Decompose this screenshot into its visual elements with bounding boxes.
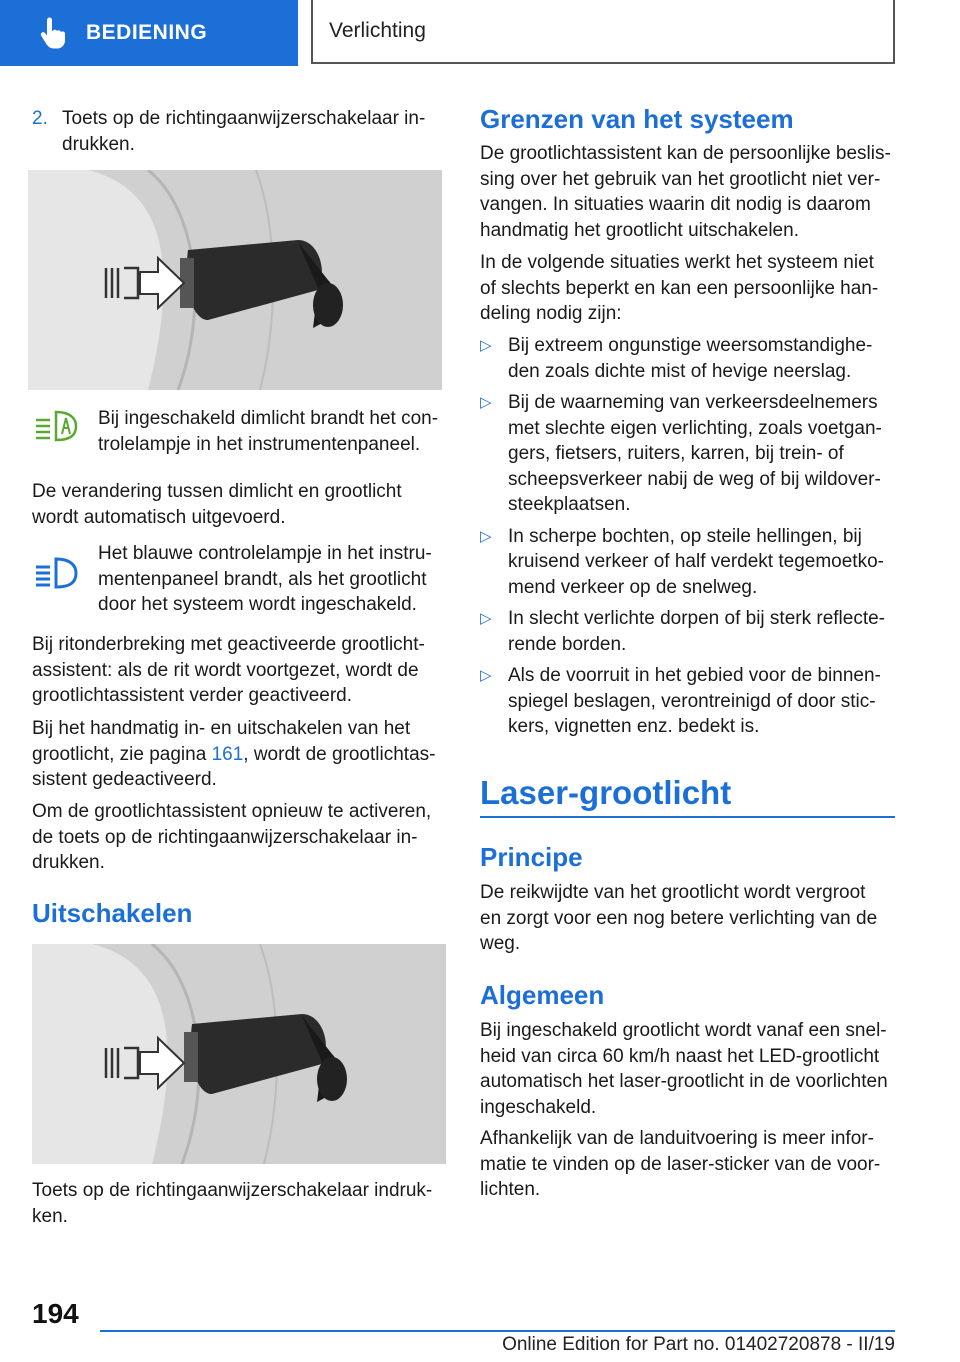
step-text-line: Toets op de richtingaanwijzerschakelaar in-	[62, 108, 426, 129]
list-item-line: rende borden.	[508, 633, 627, 655]
paragraph-line: Afhankelijk van de landuitvoering is meer infor-	[480, 1128, 874, 1149]
heading-grenzen: Grenzen van het systeem	[480, 104, 794, 134]
paragraph-line: In de volgende situaties werkt het systeem niet	[480, 252, 874, 273]
high-beam-assist-green-icon	[32, 406, 82, 446]
dimlicht-indicator-note	[32, 406, 446, 457]
paragraph-line: De reikwijdte van het grootlicht wordt vergroot	[480, 882, 866, 903]
paragraph-line: sistent gedeactiveerd.	[32, 769, 217, 790]
paragraph-line: sing over het gebruik van het grootlicht niet ver-	[480, 168, 881, 190]
chapter-title-text: Verlichting	[329, 19, 426, 42]
paragraph-line	[32, 742, 446, 768]
paragraph-line: lichten.	[480, 1179, 541, 1200]
limitations-list	[480, 333, 894, 740]
paragraph-line: matie te vinden op de laser-sticker van de voor-	[480, 1153, 881, 1175]
note-line: mentenpaneel brandt, als het grootlicht	[98, 568, 427, 590]
list-item-line: mend verkeer op de snelweg.	[508, 576, 758, 598]
paragraph	[480, 1018, 894, 1120]
list-item-line: Bij extreem ongunstige weersomstandighe-	[508, 335, 873, 356]
paragraph-line: ingeschakeld.	[480, 1096, 597, 1118]
list-item	[480, 333, 894, 384]
paragraph-line: Om de grootlichtassistent opnieuw te activeren,	[32, 801, 432, 822]
paragraph	[32, 799, 446, 876]
triangle-bullet-icon: ▷	[480, 527, 492, 545]
paragraph	[32, 1178, 446, 1229]
paragraph	[480, 250, 894, 327]
list-item	[480, 390, 894, 518]
edition-text: Online Edition for Part no. 01402720878 - II/19	[502, 1334, 895, 1355]
paragraph-line: deling nodig zijn:	[480, 303, 622, 324]
triangle-bullet-icon: ▷	[480, 394, 492, 411]
note-line: Het blauwe controlelampje in het instru-	[98, 543, 432, 564]
paragraph	[32, 479, 446, 530]
list-item-line: scheepsverkeer nabij de weg of bij wildover-	[508, 468, 881, 490]
heading-uitschakelen: Uitschakelen	[32, 898, 193, 928]
triangle-bullet-icon: ▷	[480, 337, 492, 354]
note-line: trolelampje in het instrumentenpaneel.	[98, 433, 421, 455]
stalk-photo-top	[28, 170, 442, 390]
paragraph-line: de toets op de richtingaanwijzerschakelaar in-	[32, 826, 418, 848]
paragraph-line: automatisch het laser-grootlicht in de voorlichten	[480, 1071, 888, 1092]
list-item-line: kruisend verkeer of half verdekt tegemoetko-	[508, 551, 884, 572]
section-divider	[480, 816, 895, 818]
paragraph-line: wordt automatisch uitgevoerd.	[32, 506, 286, 528]
section-tab[interactable]	[0, 0, 298, 66]
list-item-line: Als de voorruit in het gebied voor de binnen-	[508, 665, 881, 686]
list-item-line: met slechte eigen verlichting, zoals voetgan-	[508, 417, 882, 439]
triangle-bullet-icon: ▷	[480, 667, 492, 684]
page-number: 194	[32, 1298, 79, 1329]
paragraph-line: De grootlichtassistent kan de persoonlijke beslis-	[480, 143, 891, 164]
list-item-line: In slecht verlichte dorpen of bij sterk reflecte-	[508, 608, 886, 629]
paragraph-line: heid van circa 60 km/h naast het LED-grootlicht	[480, 1045, 880, 1067]
chapter-title	[311, 0, 895, 64]
list-item-line: den zoals dichte mist of hevige neerslag.	[508, 360, 852, 382]
paragraph-line: Bij het handmatig in- en uitschakelen van het	[32, 718, 411, 739]
paragraph	[32, 716, 446, 793]
page-link[interactable]: 161	[211, 743, 244, 765]
list-item-line: steekplaatsen.	[508, 494, 631, 515]
section-label: BEDIENING	[86, 21, 208, 44]
list-item	[480, 524, 894, 601]
paragraph	[32, 632, 446, 709]
list-item-line: In scherpe bochten, op steile hellingen, bij	[508, 525, 862, 547]
heading-algemeen: Algemeen	[480, 980, 605, 1010]
paragraph-line: vangen. In situaties waarin dit nodig is daarom	[480, 194, 871, 215]
paragraph	[480, 1126, 894, 1203]
paragraph-line: Toets op de richtingaanwijzerschakelaar indruk-	[32, 1180, 433, 1201]
note-line: Bij ingeschakeld dimlicht brandt het con-	[98, 408, 439, 429]
paragraph-line: assistent: als de rit wordt voortgezet, wordt de	[32, 659, 419, 681]
paragraph	[480, 141, 894, 243]
high-beam-blue-icon	[32, 553, 82, 593]
footer-divider	[100, 1330, 895, 1332]
note-line: door het systeem wordt ingeschakeld.	[98, 594, 417, 615]
stalk-photo-bottom	[32, 944, 446, 1164]
paragraph-line: grootlichtassistent verder geactiveerd.	[32, 685, 352, 706]
paragraph-line: of slechts beperkt en kan een persoonlijke han-	[480, 277, 879, 299]
paragraph-line: ken.	[32, 1205, 68, 1227]
list-item-line: Bij de waarneming van verkeersdeelnemers	[508, 392, 878, 413]
paragraph-line: en zorgt voor een nog betere verlichting van de	[480, 907, 878, 929]
list-item-line: kers, vignetten enz. bedekt is.	[508, 716, 760, 737]
paragraph-line: Bij ritonderbreking met geactiveerde grootlicht-	[32, 634, 425, 655]
list-item	[480, 606, 894, 657]
paragraph-line: weg.	[480, 933, 521, 954]
heading-principe: Principe	[480, 842, 583, 872]
text-span: , wordt de grootlichtas-	[243, 743, 436, 765]
grootlicht-indicator-note	[32, 541, 446, 618]
step-text-line: drukken.	[62, 133, 135, 155]
paragraph-line: De verandering tussen dimlicht en grootlicht	[32, 481, 402, 502]
turn-signal-stalk-illustration	[28, 170, 442, 390]
hand-pointer-icon	[38, 17, 68, 49]
heading-laser-grootlicht: Laser-grootlicht	[480, 774, 732, 811]
text-span: grootlicht, zie pagina	[32, 743, 212, 765]
paragraph-line: Bij ingeschakeld grootlicht wordt vanaf een snel-	[480, 1020, 887, 1041]
turn-signal-stalk-illustration	[32, 944, 446, 1164]
list-item-line: gers, fietsers, ruiters, karren, bij trein- of	[508, 443, 844, 464]
step-2	[32, 106, 446, 157]
list-item	[480, 663, 894, 740]
list-item-line: spiegel beslagen, verontreinigd of door stic-	[508, 690, 876, 712]
paragraph	[480, 880, 894, 957]
step-number: 2.	[32, 108, 48, 129]
triangle-bullet-icon: ▷	[480, 610, 492, 627]
paragraph-line: drukken.	[32, 852, 105, 873]
paragraph-line: handmatig het grootlicht uitschakelen.	[480, 219, 799, 241]
